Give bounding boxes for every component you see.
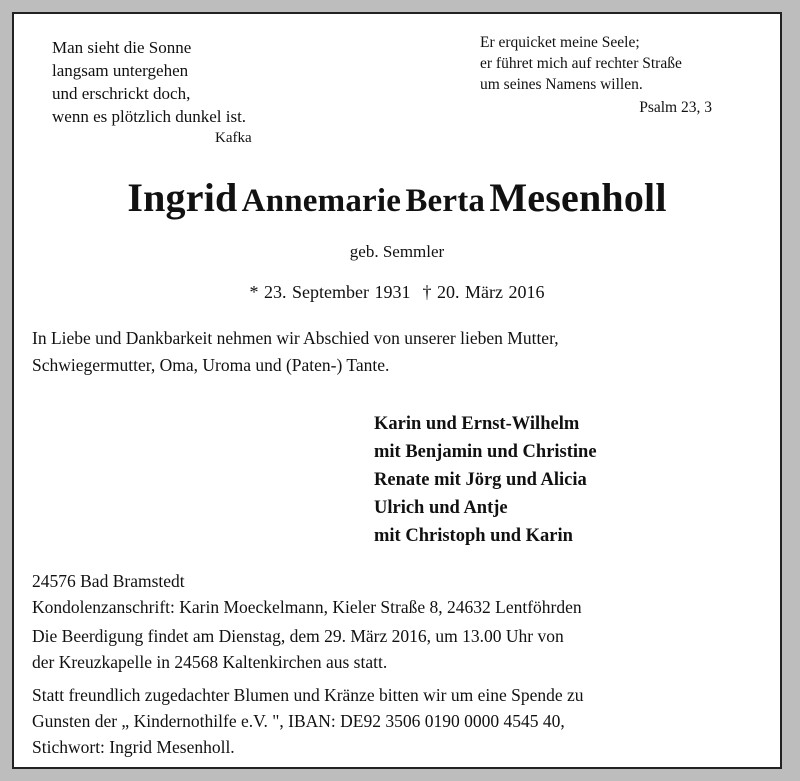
donation-notice — [32, 682, 777, 760]
middle-name: Berta — [405, 183, 486, 219]
obituary-card — [12, 12, 782, 769]
family-line: Karin und Ernst-Wilhelm — [374, 414, 580, 434]
family-list — [374, 410, 597, 550]
text-line: der Kreuzkapelle in 24568 Kaltenkirchen aus statt. — [32, 652, 388, 672]
family-line: mit Christoph und Karin — [374, 526, 573, 546]
funeral-notice — [32, 623, 777, 675]
quote-line: Er erquicket meine Seele; — [480, 34, 640, 51]
life-dates — [14, 282, 780, 303]
family-line: Renate mit Jörg und Alicia — [374, 470, 587, 490]
text-line: Die Beerdigung findet am Dienstag, dem 29. März 2016, um 13.00 Uhr von — [32, 626, 564, 646]
family-line: Ulrich und Antje — [374, 498, 508, 518]
family-line: mit Benjamin und Christine — [374, 442, 597, 462]
quote-author: Kafka — [215, 130, 252, 146]
first-name: Ingrid — [127, 175, 238, 220]
text-line: Schwiegermutter, Oma, Uroma und (Paten-) Tante. — [32, 355, 390, 375]
quote-line: wenn es plötzlich dunkel ist. — [52, 107, 247, 126]
deceased-name — [14, 174, 780, 221]
text-line: Kondolenzanschrift: Karin Moeckelmann, Kieler Straße 8, 24632 Lentföhrden — [32, 597, 582, 617]
text-line: Statt freundlich zugedachter Blumen und Kränze bitten wir um eine Spende zu — [32, 685, 584, 705]
quote-line: langsam untergehen — [52, 61, 189, 80]
quote-line: er führet mich auf rechter Straße — [480, 55, 682, 72]
quote-line: und erschrickt doch, — [52, 84, 191, 103]
birth-name: geb. Semmler — [349, 242, 445, 261]
psalm-quote — [480, 32, 712, 118]
text-line: 24576 Bad Bramstedt — [32, 571, 185, 591]
middle-name: Annemarie — [241, 183, 402, 219]
text-line: In Liebe und Dankbarkeit nehmen wir Abschied von unserer lieben Mutter, — [32, 328, 559, 348]
birth-date: * 23. September 1931 — [249, 282, 411, 302]
last-name: Mesenholl — [489, 175, 667, 220]
psalm-reference: Psalm 23, 3 — [639, 99, 712, 116]
death-date: † 20. März 2016 — [422, 282, 545, 302]
text-line: Gunsten der „ Kindernothilfe e.V. ", IBAN: DE92 3506 0190 0000 4545 40, — [32, 711, 565, 731]
quote-line: um seines Namens willen. — [480, 76, 643, 93]
kafka-quote — [52, 36, 252, 148]
address-block — [32, 568, 777, 620]
farewell-text — [32, 325, 772, 379]
text-line: Stichwort: Ingrid Mesenholl. — [32, 737, 235, 757]
quote-line: Man sieht die Sonne — [52, 38, 192, 57]
